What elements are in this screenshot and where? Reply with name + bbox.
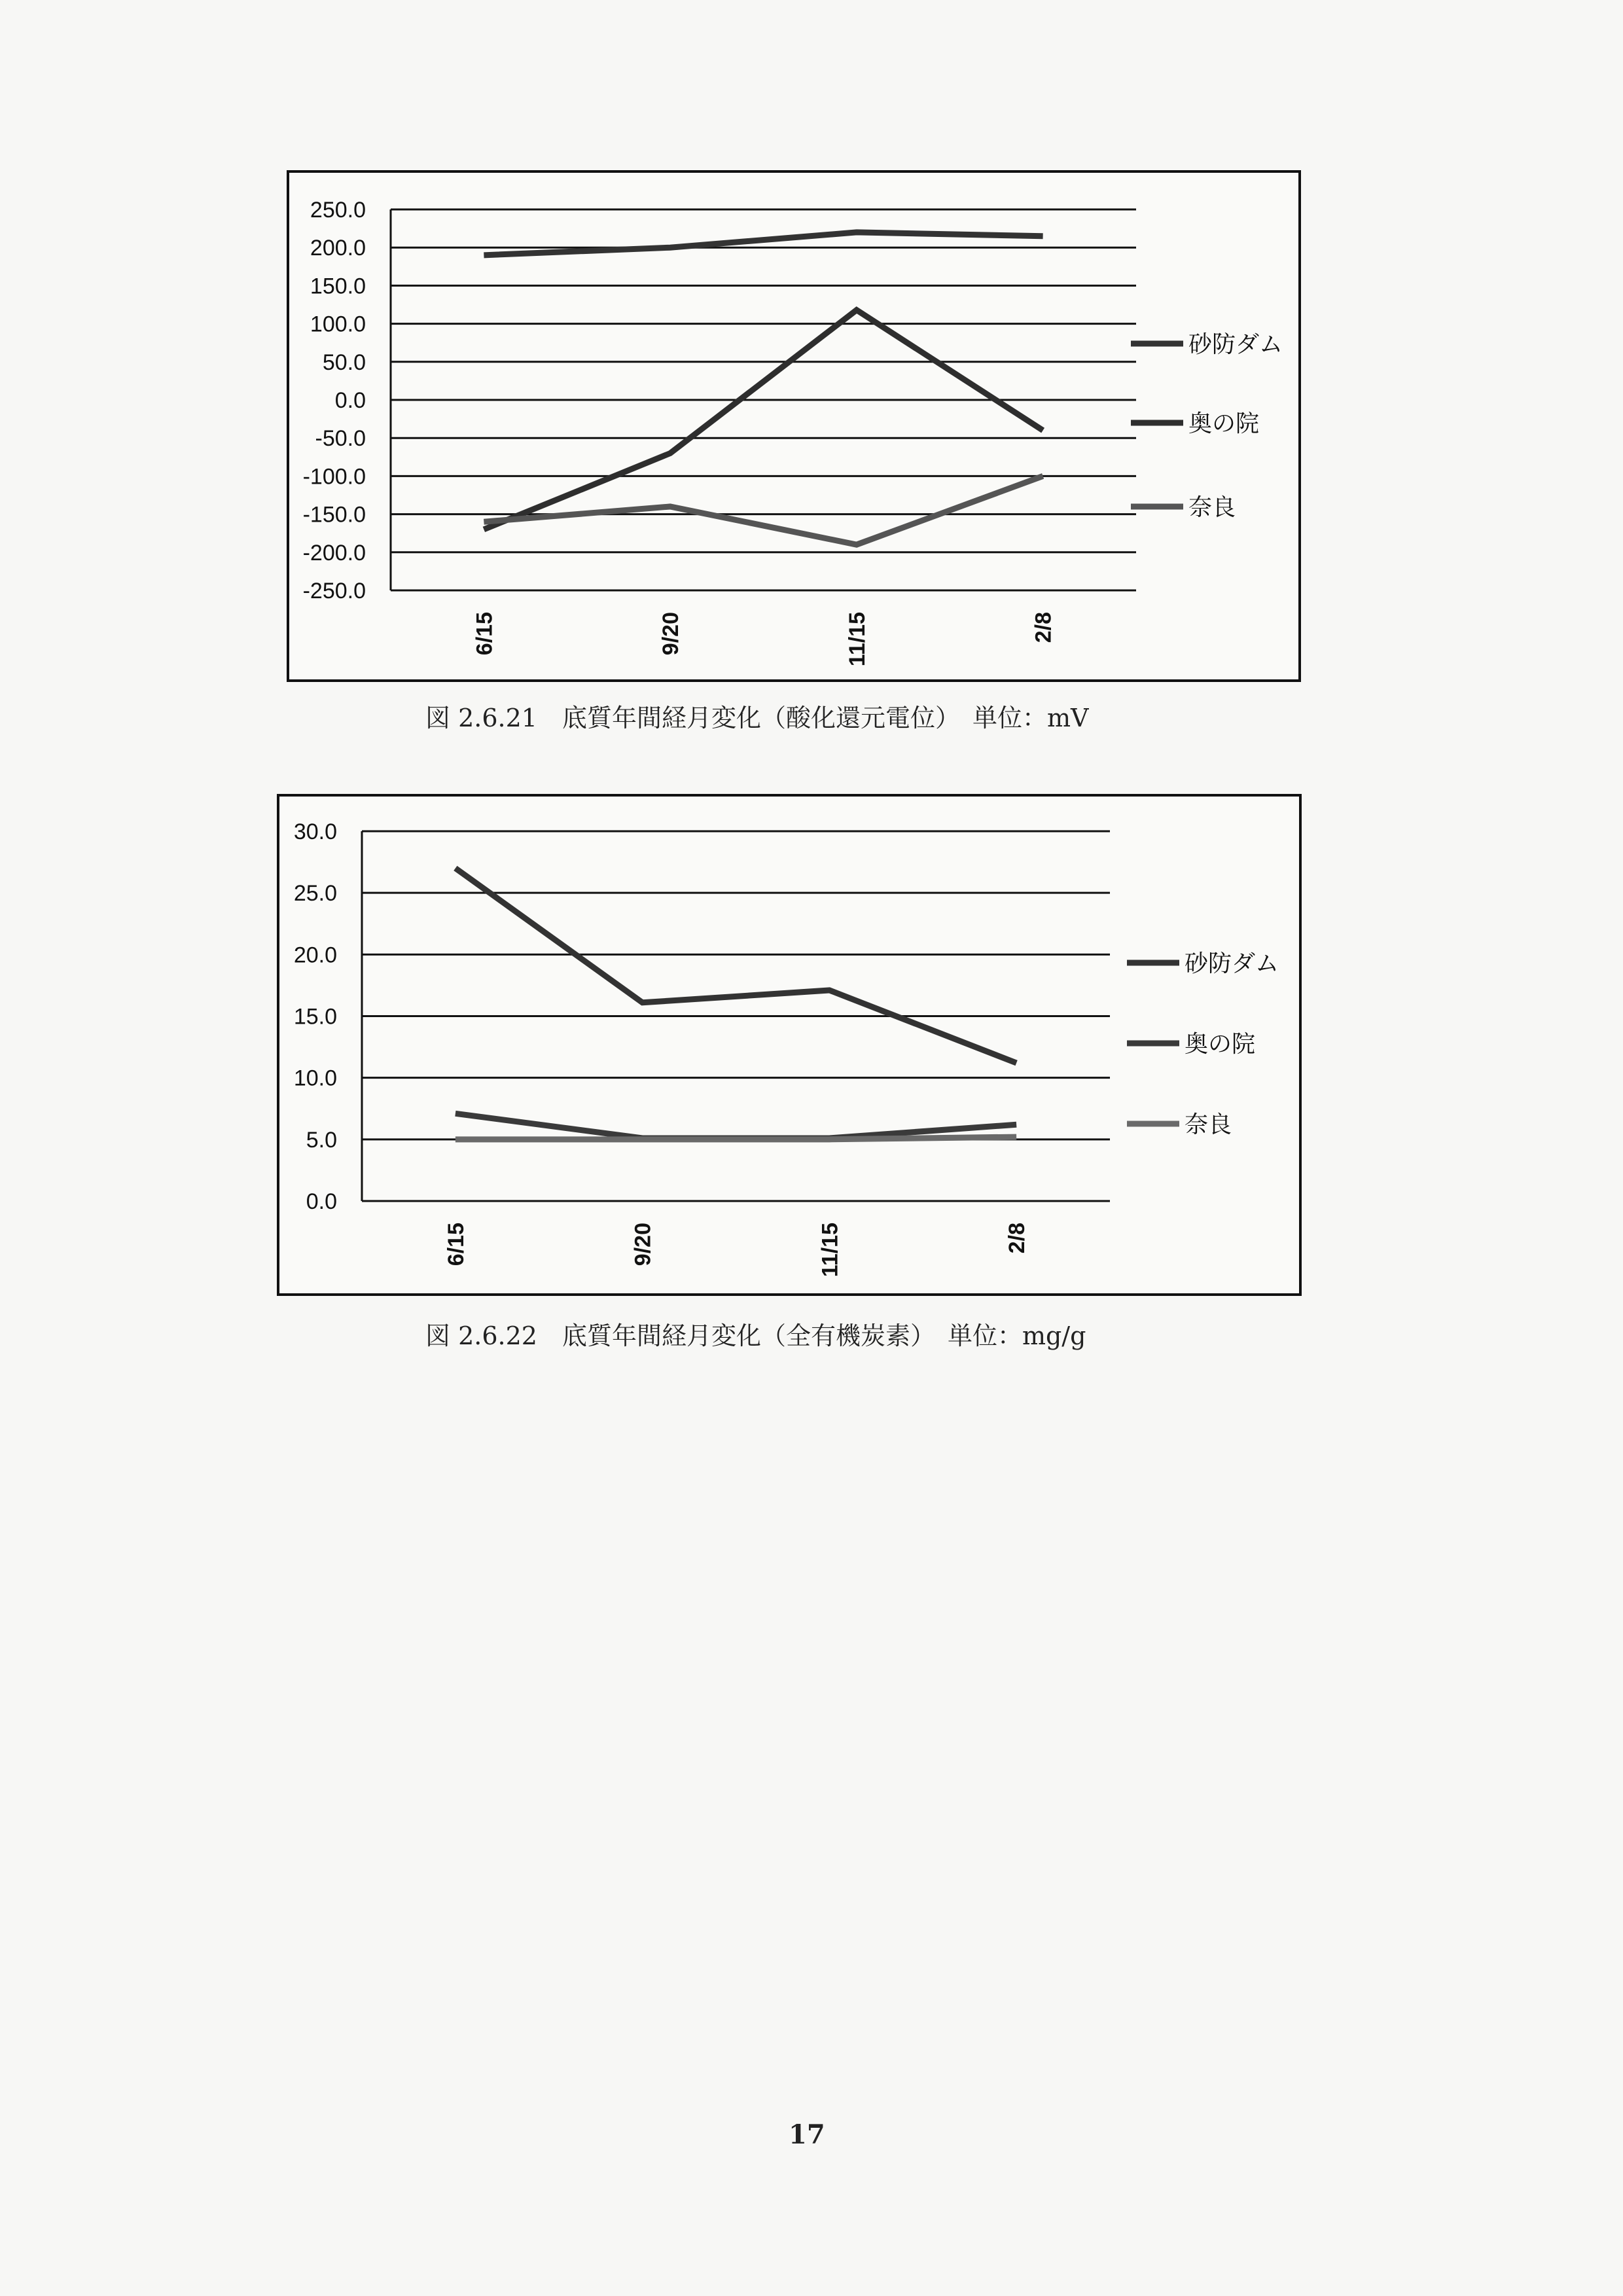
x-tick-label: 2/8 — [1031, 612, 1056, 643]
legend-label: 砂防ダム — [1188, 331, 1283, 358]
x-tick-label: 6/15 — [443, 1223, 469, 1266]
y-tick-label: -50.0 — [315, 426, 366, 452]
chart-2 — [278, 795, 1300, 1295]
x-tick-label: 2/8 — [1005, 1223, 1030, 1254]
y-tick-label: 5.0 — [306, 1127, 337, 1153]
y-tick-label: 0.0 — [334, 388, 366, 413]
y-tick-label: 20.0 — [293, 942, 337, 968]
figure-caption-2-6-22: 図 2.6.22 底質年間経月変化（全有機炭素） 単位：mg/g — [425, 1321, 1086, 1350]
y-tick-label: 250.0 — [310, 198, 366, 223]
x-tick-label: 11/15 — [817, 1223, 843, 1278]
y-tick-label: -100.0 — [302, 464, 366, 490]
y-tick-label: 15.0 — [293, 1004, 337, 1030]
figure-caption-2-6-21: 図 2.6.21 底質年間経月変化（酸化還元電位） 単位：mV — [425, 704, 1089, 732]
legend-label: 奈良 — [1188, 494, 1236, 521]
legend-label: 奥の院 — [1185, 1031, 1256, 1058]
y-tick-label: 30.0 — [293, 819, 337, 844]
y-tick-label: 100.0 — [310, 312, 366, 337]
legend-label: 砂防ダム — [1185, 950, 1279, 977]
y-tick-label: -250.0 — [302, 579, 366, 603]
y-tick-label: 150.0 — [310, 274, 366, 299]
y-tick-label: -150.0 — [302, 502, 366, 528]
y-tick-label: 0.0 — [306, 1189, 337, 1214]
y-tick-label: 200.0 — [310, 236, 366, 261]
chart-1 — [288, 171, 1300, 681]
legend-label: 奥の院 — [1188, 410, 1260, 437]
y-tick-label: 50.0 — [322, 350, 366, 375]
x-tick-label: 11/15 — [844, 612, 870, 667]
y-tick-label: 10.0 — [293, 1066, 337, 1091]
x-tick-label: 9/20 — [658, 612, 684, 656]
x-tick-label: 9/20 — [630, 1223, 656, 1266]
y-tick-label: 25.0 — [293, 881, 337, 906]
legend-label: 奈良 — [1185, 1111, 1232, 1138]
series-line-3 — [455, 1137, 1016, 1139]
y-tick-label: -200.0 — [302, 540, 366, 565]
x-tick-label: 6/15 — [472, 612, 497, 656]
page-number: 17 — [789, 2119, 825, 2150]
